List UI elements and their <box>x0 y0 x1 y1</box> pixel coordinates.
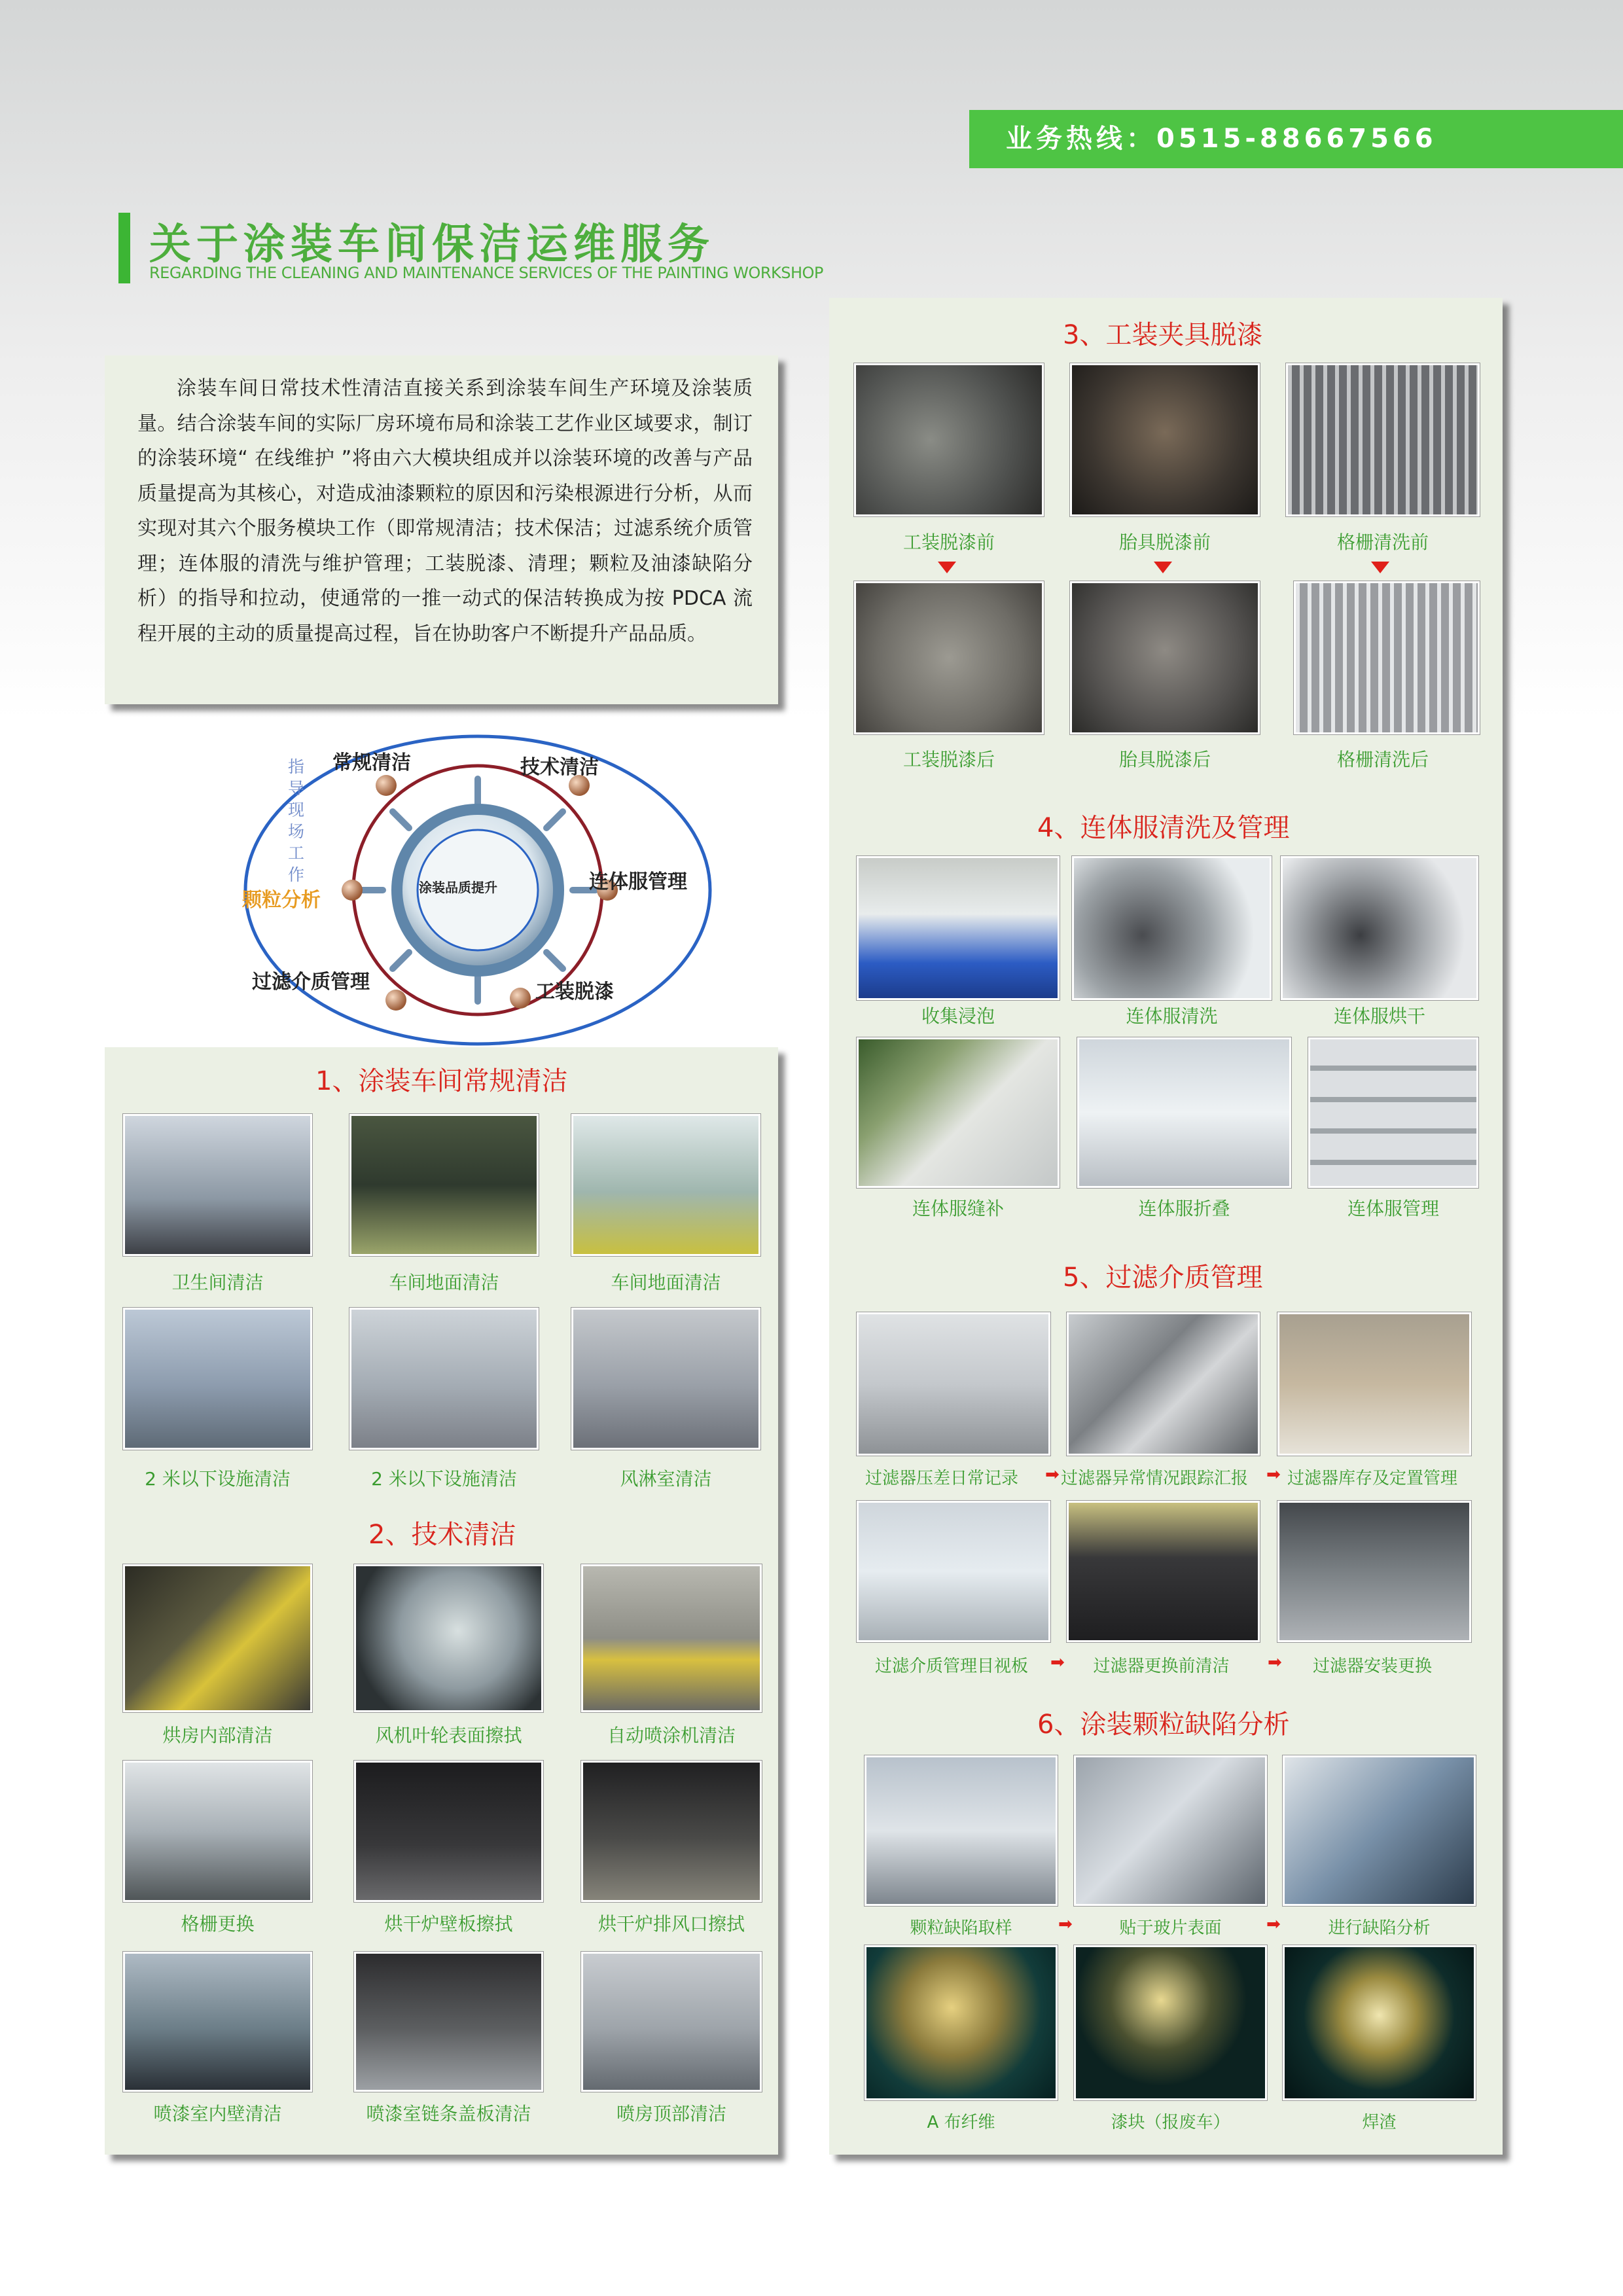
photo-fixture-after <box>854 581 1044 734</box>
photo-jig-before <box>1070 363 1260 516</box>
caption: 车间地面清洁 <box>389 1272 499 1293</box>
caption: 烘干炉壁板擦拭 <box>384 1913 513 1935</box>
photo-oven-interior <box>123 1564 312 1712</box>
photo-air-shower-cleaning <box>571 1308 760 1450</box>
caption: 焊渣 <box>1362 2113 1397 2132</box>
photo-coverall-dry <box>1281 856 1478 1000</box>
photo-paint-chip <box>1074 1945 1267 2100</box>
caption: 贴于玻片表面 <box>1119 1918 1222 1938</box>
right-arrow-icon: ➡ <box>1058 1914 1073 1934</box>
photo-facility-cleaning-1 <box>123 1308 312 1450</box>
title-accent-bar <box>118 213 130 283</box>
right-arrow-icon: ➡ <box>1050 1653 1065 1672</box>
caption: 漆块（报废车） <box>1111 2113 1230 2132</box>
page-subtitle-en: REGARDING THE CLEANING AND MAINTENANCE SERVICES OF THE PAINTING WORKSHOP <box>149 264 823 282</box>
caption: 2 米以下设施清洁 <box>145 1468 291 1490</box>
diagram-side-label: 指导现场工作 <box>288 757 305 884</box>
page-title: 关于涂装车间保洁运维服务 <box>149 221 715 269</box>
section-1-title: 1、涂装车间常规清洁 <box>315 1066 568 1096</box>
down-arrow-icon <box>938 562 956 573</box>
photo-collect-soak <box>857 856 1060 1000</box>
photo-fiber-particle <box>865 1945 1058 2100</box>
photo-spray-booth-wall <box>123 1952 312 2092</box>
photo-floor-cleaning-2 <box>571 1114 760 1256</box>
caption: 连体服清洗 <box>1126 1005 1218 1027</box>
photo-filter-pressure-log <box>857 1312 1050 1456</box>
caption: 喷房顶部清洁 <box>616 2103 726 2125</box>
caption: 风淋室清洁 <box>620 1468 712 1490</box>
photo-coverall-wash <box>1072 856 1272 1000</box>
caption: 连体服缝补 <box>912 1198 1004 1219</box>
section-2-title: 2、技术清洁 <box>368 1520 516 1550</box>
photo-grating-after <box>1294 581 1480 734</box>
caption: 连体服管理 <box>1347 1198 1439 1219</box>
caption: 工装脱漆后 <box>902 749 995 770</box>
caption: 烘干炉排风口擦拭 <box>597 1913 745 1935</box>
caption: 自动喷涂机清洁 <box>607 1725 736 1746</box>
caption: 过滤器更换前清洁 <box>1093 1657 1230 1676</box>
diagram-node-routine: 常规清洁 <box>332 751 411 774</box>
photo-coverall-fold <box>1077 1037 1291 1188</box>
diagram-center-label: 涂装品质提升 <box>419 880 497 895</box>
photo-defect-analysis <box>1283 1755 1476 1906</box>
caption: 收集浸泡 <box>921 1005 995 1027</box>
photo-oven-wall-wipe <box>354 1761 543 1902</box>
intro-panel <box>105 355 778 704</box>
caption: 工装脱漆前 <box>902 531 995 553</box>
diagram-node-technical: 技术清洁 <box>520 756 599 779</box>
caption: 连体服烘干 <box>1333 1005 1425 1027</box>
photo-filter-stock <box>1277 1312 1471 1456</box>
right-arrow-icon: ➡ <box>1268 1653 1282 1672</box>
diagram-node-filter: 过滤介质管理 <box>252 971 370 994</box>
section-6-title: 6、涂装颗粒缺陷分析 <box>1037 1710 1290 1740</box>
diagram-node-stripping: 工装脱漆 <box>535 980 614 1003</box>
photo-toilet-cleaning <box>123 1114 312 1256</box>
photo-fan-impeller <box>354 1564 543 1712</box>
down-arrow-icon <box>1371 562 1389 573</box>
photo-filter-visual-board <box>857 1501 1050 1642</box>
hotline-bar: 业务热线：0515-88667566 <box>969 110 1623 168</box>
photo-filter-install <box>1277 1501 1471 1642</box>
service-diagram <box>223 726 720 1054</box>
photo-floor-cleaning-1 <box>349 1114 539 1256</box>
caption: 过滤器安装更换 <box>1312 1657 1432 1676</box>
caption: 过滤介质管理目视板 <box>874 1657 1028 1676</box>
caption: 格栅清洗前 <box>1336 531 1429 553</box>
photo-glass-slide <box>1074 1755 1267 1906</box>
caption: 喷漆室链条盖板清洁 <box>366 2103 531 2125</box>
photo-jig-after <box>1070 581 1260 734</box>
section-4-title: 4、连体服清洗及管理 <box>1037 813 1290 843</box>
intro-text: 涂装车间日常技术性清洁直接关系到涂装车间生产环境及涂装质量。结合涂装车间的实际厂房环境布局和涂装工艺作业区域要求，制订的涂装环境“ 在线维护 ”将由六大模块组成并以涂装环境的改善与产品质量提高为其核心，对造成油漆颗粒的原因和污染根源进行分析，从而实现对其六个服务模块工作（即常规清洁；技术保洁；过滤系统介质管理；连体服的清洗与维护管理；工装脱漆、清理；颗粒及油漆缺陷分析）的指导和拉动，使通常的一推一动式的保洁转换成为按 PDCA 流程开展的主动的质量提高过程，旨在协助客户不断提升产品品质。 <box>137 377 753 645</box>
caption: 格栅清洗后 <box>1336 749 1429 770</box>
photo-coverall-manage <box>1308 1037 1478 1188</box>
photo-auto-sprayer <box>581 1564 762 1712</box>
photo-coverall-mend <box>857 1037 1060 1188</box>
caption: 过滤器库存及定置管理 <box>1287 1469 1457 1488</box>
right-arrow-icon: ➡ <box>1266 1465 1281 1484</box>
photo-oven-exhaust-wipe <box>581 1761 762 1902</box>
caption: 颗粒缺陷取样 <box>910 1918 1012 1938</box>
caption: 格栅更换 <box>181 1913 255 1935</box>
photo-filter-exception <box>1067 1312 1260 1456</box>
caption: 卫生间清洁 <box>171 1272 264 1293</box>
photo-grating-replace <box>123 1761 312 1902</box>
photo-grating-before <box>1286 363 1480 516</box>
photo-weld-slag <box>1283 1945 1476 2100</box>
photo-spray-booth-chain <box>354 1952 543 2092</box>
left-panel <box>105 1047 778 2155</box>
photo-filter-pre-clean <box>1067 1501 1260 1642</box>
section-5-title: 5、过滤介质管理 <box>1063 1263 1263 1293</box>
caption: A 布纤维 <box>927 2113 995 2132</box>
diagram-node-coverall: 连体服管理 <box>589 870 687 893</box>
down-arrow-icon <box>1154 562 1172 573</box>
caption: 过滤器压差日常记录 <box>865 1469 1018 1488</box>
diagram-node-particle: 颗粒分析 <box>242 889 321 912</box>
caption: 胎具脱漆后 <box>1118 749 1211 770</box>
right-arrow-icon: ➡ <box>1266 1914 1281 1934</box>
caption: 胎具脱漆前 <box>1118 531 1211 553</box>
caption: 进行缺陷分析 <box>1328 1918 1431 1938</box>
caption: 车间地面清洁 <box>611 1272 721 1293</box>
right-arrow-icon: ➡ <box>1045 1465 1060 1484</box>
caption: 喷漆室内壁清洁 <box>153 2103 282 2125</box>
caption: 烘房内部清洁 <box>162 1725 273 1746</box>
caption: 连体服折叠 <box>1138 1198 1230 1219</box>
photo-defect-sampling <box>865 1755 1058 1906</box>
section-3-title: 3、工装夹具脱漆 <box>1063 320 1263 350</box>
caption: 风机叶轮表面擦拭 <box>375 1725 522 1746</box>
caption: 2 米以下设施清洁 <box>371 1468 517 1490</box>
photo-spray-booth-ceiling <box>581 1952 762 2092</box>
photo-facility-cleaning-2 <box>349 1308 539 1450</box>
caption: 过滤器异常情况跟踪汇报 <box>1060 1469 1248 1488</box>
right-panel <box>829 298 1503 2155</box>
photo-fixture-before <box>854 363 1044 516</box>
